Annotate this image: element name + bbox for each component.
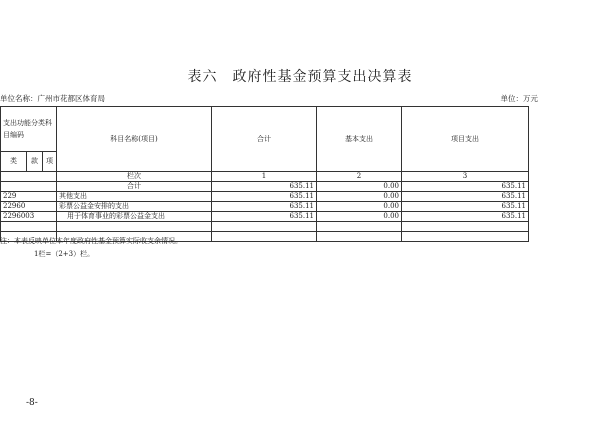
row-basic xyxy=(317,222,402,232)
row-total: 635.11 xyxy=(212,202,317,212)
row-total xyxy=(212,222,317,232)
table-row xyxy=(1,192,529,202)
header-code-group: 支出功能分类科目编码 xyxy=(1,107,57,152)
header-xiang: 项 xyxy=(43,152,57,172)
col-index-label: 栏次 xyxy=(57,172,212,182)
col-index-1: 1 xyxy=(212,172,317,182)
column-index-row xyxy=(1,172,529,182)
header-project: 项目支出 xyxy=(402,107,529,172)
col-index-3: 3 xyxy=(402,172,529,182)
row-basic xyxy=(317,232,402,242)
row-basic: 0.00 xyxy=(317,182,402,192)
row-code xyxy=(1,222,57,232)
row-total xyxy=(212,232,317,242)
table-row xyxy=(1,222,529,232)
row-basic: 0.00 xyxy=(317,192,402,202)
footnote-1: 注：本表反映单位本年度政府性基金预算实际收支余情况。 xyxy=(0,237,182,245)
table-row xyxy=(1,202,529,212)
row-name: 合计 xyxy=(57,182,212,192)
header-basic: 基本支出 xyxy=(317,107,402,172)
header-lei: 类 xyxy=(1,152,27,172)
row-code: 229 xyxy=(1,192,57,202)
col-index-2: 2 xyxy=(317,172,402,182)
unit-label: 单位：万元 xyxy=(500,94,538,103)
row-name: 其他支出 xyxy=(57,192,212,202)
row-project: 635.11 xyxy=(402,202,529,212)
footnote-2: 1栏=（2+3）栏。 xyxy=(34,250,95,258)
fund-expenditure-table xyxy=(0,106,529,242)
row-project xyxy=(402,232,529,242)
row-project: 635.11 xyxy=(402,182,529,192)
row-name xyxy=(57,222,212,232)
header-item-name: 科目名称(项目) xyxy=(57,107,212,172)
unit-name: 单位名称：广州市花都区体育局 xyxy=(0,94,105,103)
row-code xyxy=(1,182,57,192)
row-project: 635.11 xyxy=(402,192,529,202)
row-basic: 0.00 xyxy=(317,212,402,222)
header-row xyxy=(1,107,529,152)
row-total: 635.11 xyxy=(212,182,317,192)
header-total: 合计 xyxy=(212,107,317,172)
table-row xyxy=(1,212,529,222)
row-basic: 0.00 xyxy=(317,202,402,212)
row-code: 22960 xyxy=(1,202,57,212)
header-kuan: 款 xyxy=(27,152,43,172)
page-number: -8- xyxy=(26,398,38,408)
page-title: 表六 政府性基金预算支出决算表 xyxy=(187,69,413,85)
row-code: 2296003 xyxy=(1,212,57,222)
row-total: 635.11 xyxy=(212,212,317,222)
row-name: 用于体育事业的彩票公益金支出 xyxy=(57,212,212,222)
row-total: 635.11 xyxy=(212,192,317,202)
row-project: 635.11 xyxy=(402,212,529,222)
row-name: 彩票公益金安排的支出 xyxy=(57,202,212,212)
row-project xyxy=(402,222,529,232)
table-row xyxy=(1,182,529,192)
